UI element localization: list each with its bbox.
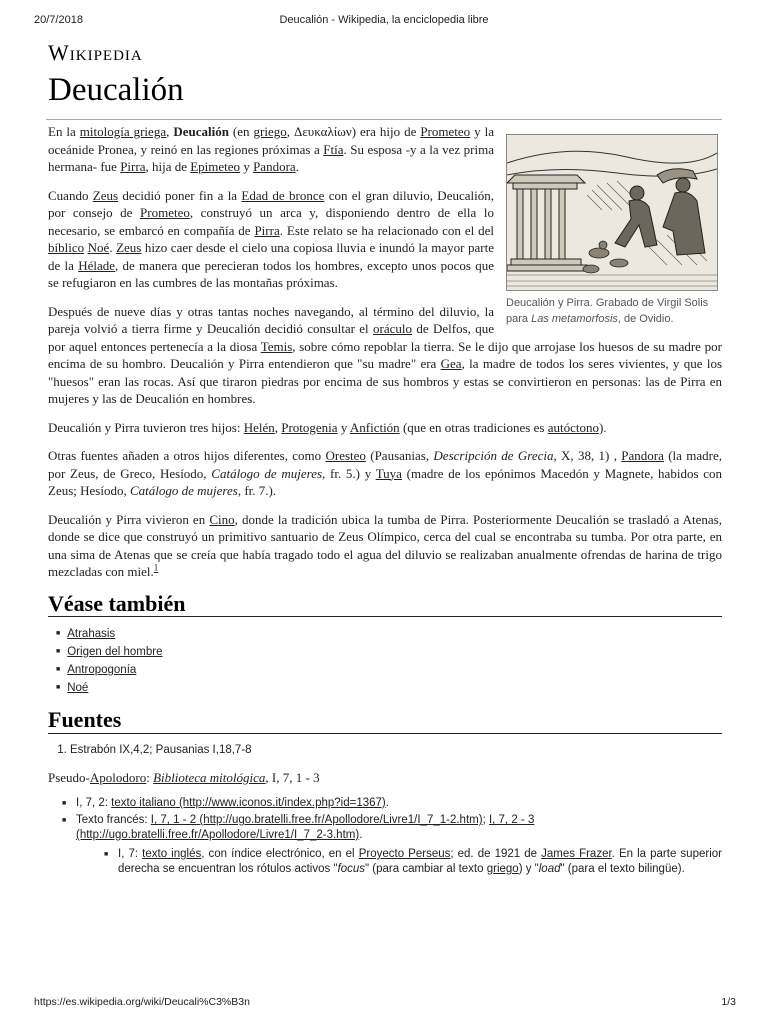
link-griego-2[interactable]: griego <box>486 863 519 875</box>
reference-link[interactable]: 1 <box>153 562 159 573</box>
link-texto-frances-1[interactable]: I, 7, 1 - 2 (http://ugo.bratelli.free.fr/Apollodore/Livre1/I_7_1-2.htm) <box>150 814 483 826</box>
link-oraculo[interactable]: oráculo <box>373 321 412 336</box>
link-texto-italiano[interactable]: texto italiano (http://www.iconos.it/index.php?id=1367) <box>111 797 386 809</box>
paragraph-otras-fuentes: Otras fuentes añaden a otros hijos diferentes, como Oresteo (Pausanias, Descripción de Grecia, X, 38, 1) , Pandora (la madre, por Zeus, de Greco, Hesíodo, Catálogo de mujeres, fr. 5.) y Tuya (madre de los epónimos Macedón y Magnete, habidos con Zeus; Hesíodo, Catálogo de mujeres, fr. 7.). <box>48 448 722 498</box>
heading-vease-tambien: Véase también <box>48 595 722 618</box>
link-tuya[interactable]: Tuya <box>375 465 402 481</box>
link-biblico[interactable]: bíblico <box>48 240 85 255</box>
link-antropogonia[interactable]: Antropogonía <box>67 664 137 676</box>
link-biblioteca-mitologica[interactable]: Biblioteca mitológica <box>153 769 266 785</box>
link-proyecto-perseus[interactable]: Proyecto Perseus <box>358 848 451 860</box>
link-prometeo-2[interactable]: Prometeo <box>140 205 190 220</box>
article-title: Deucalión <box>48 72 184 108</box>
list-item: ■ I, 7: texto inglés, con índice electrónico, en el Proyecto Perseus; ed. de 1921 de James Frazer. En la parte superior derecha se encuentran los rótulos activos "focus" (para cambiar al texto griego) y "load" (para el texto bilingüe). <box>104 847 722 877</box>
link-edad-de-bronce[interactable]: Edad de bronce <box>241 187 325 203</box>
link-helen[interactable]: Helén <box>243 419 275 435</box>
list-item <box>56 661 722 679</box>
link-anfiction[interactable]: Anfictión <box>349 419 400 435</box>
article-body <box>48 123 722 881</box>
paragraph-cino: Deucalión y Pirra vivieron en Cino, donde la tradición ubica la tumba de Pirra. Posteriormente Deucalión se trasladó a Atenas, donde se dice que construyó un primitivo santuario de Zeus Olímpico, cerca del cual se encontraba su tumba. Por otra parte, en una sima de Atenas que se creía que había tragado todo el agua del diluvio se realizaban anualmente ofrendas de harina de trigo mezcladas con miel.$^1$ <box>48 511 722 579</box>
title-divider <box>46 119 722 120</box>
link-protogenia[interactable]: Protogenia <box>281 419 338 435</box>
link-epimeteo[interactable]: Epimeteo <box>190 159 241 174</box>
references-list <box>48 742 722 759</box>
print-page-title: Deucalión - Wikipedia, la enciclopedia libre <box>279 14 489 26</box>
link-helade[interactable]: Hélade <box>78 257 115 273</box>
print-date: 20/7/2018 <box>34 14 83 26</box>
link-texto-ingles[interactable]: texto inglés <box>142 848 202 860</box>
link-ftia[interactable]: Ftía <box>323 141 344 157</box>
paragraph-diluvio: Cuando Zeus decidió poner fin a la Edad de bronce con el gran diluvio, Deucalión, por consejo de Prometeo, construyó un arca y, disponiendo dentro de ella lo necesario, se embarcó en compañía de Pirra. Este relato se ha relacionado con el del bíblico Noé. Zeus hizo caer desde el cielo una copiosa lluvia e inundó la mayor parte de la Hélade, de manera que perecieran todos los hombres, excepto unos pocos que se refugiaron en las cumbres de las montañas próximas. <box>48 187 495 290</box>
link-griego[interactable]: griego <box>253 124 287 139</box>
link-origen-del-hombre[interactable]: Origen del hombre <box>67 646 163 658</box>
figure-caption: Deucalión y Pirra. Grabado de Virgil Solis para Las metamorfosis, de Ovidio. <box>506 297 709 325</box>
link-autoctono[interactable]: autóctono <box>547 419 599 435</box>
heading-fuentes: Fuentes <box>48 711 722 734</box>
paragraph-hijos: Deucalión y Pirra tuvieron tres hijos: Helén, Protogenia y Anfictión (que en otras tradiciones es autóctono). <box>48 419 607 435</box>
link-noe[interactable]: Noé <box>87 240 110 255</box>
print-url: https://es.wikipedia.org/wiki/Deucali%C3%B3n <box>34 996 250 1008</box>
link-pirra[interactable]: Pirra <box>120 159 146 174</box>
link-texto-frances-2[interactable]: I, 7, 2 - 3 (http://ugo.bratelli.free.fr/Apollodore/Livre1/I_7_2-3.htm) <box>76 814 535 841</box>
list-item: ■ Texto francés: I, 7, 1 - 2 (http://ugo.bratelli.free.fr/Apollodore/Livre1/I_7_1-2.htm); I, 7, 2 - 3 (http://ugo.bratelli.free.fr/Apollodore/Livre1/I_7_2-3.htm). ■ I, 7: texto inglés, con índice electrónico, en el Proyecto Perseus; ed. de 1921 de James Frazer. En la parte superior derecha se encuentran los rótulos activos "focus" (para cambiar al texto griego) y "load" (para el texto bilingüe). <box>62 813 722 877</box>
see-also-list <box>56 625 722 697</box>
link-prometeo[interactable]: Prometeo <box>420 124 471 139</box>
engraving-illustration <box>507 135 717 290</box>
link-atrahasis[interactable]: Atrahasis <box>67 628 116 640</box>
pseudo-apolodoro-line: Pseudo-Apolodoro: Biblioteca mitológica, I, 7, 1 - 3 <box>48 769 320 785</box>
link-zeus[interactable]: Zeus <box>92 187 119 203</box>
link-apolodoro[interactable]: Apolodoro <box>89 769 147 785</box>
reference-item: 1. Estrabón IX,4,2; Pausanias I,18,7-8 <box>70 742 722 759</box>
list-item <box>56 625 722 643</box>
link-gea[interactable]: Gea <box>440 356 462 371</box>
paragraph-repoblacion: Después de nueve días y otras tantas noches navegando, al término del diluvio, la pareja volvió a tierra firme y Deucalión decidió consultar el oráculo de Delfos, que por aquel entonces pertenecía a la diosa Temis, sobre cómo repoblar la tierra. Se le dijo que arrojase los huesos de su madre por encima de su hombro. Deucalión y Pirra entendieron que "su madre" era Gea, la madre de todos los seres vivientes, y que los "huesos" eran las rocas. Así que tiraron piedras por encima de sus hombros y estas se convirtieron en personas: las de Pirra en mujeres y las de Deucalión en hombres. <box>48 303 722 406</box>
link-mitologia-griega[interactable]: mitología griega <box>79 124 167 139</box>
list-item <box>56 679 722 697</box>
list-item <box>56 643 722 661</box>
link-cino[interactable]: Cino <box>209 511 235 527</box>
article-figure <box>506 134 722 327</box>
link-noe-2[interactable]: Noé <box>67 682 89 694</box>
nested-links-list <box>104 847 722 877</box>
wikipedia-logo[interactable]: Wikipedia <box>48 40 143 65</box>
paragraph-intro: En la mitología griega, Deucalión (en griego, Δευκαλίων) era hijo de Prometeo y la oceánide Pronea, y reinó en las regiones próximas a Ftía. Su esposa -y a la vez prima hermana- fue Pirra, hija de Epimeteo y Pandora. <box>48 124 495 174</box>
link-pandora[interactable]: Pandora <box>253 159 296 174</box>
link-pirra-2[interactable]: Pirra <box>254 222 280 238</box>
print-page-number: 1/3 <box>721 996 736 1008</box>
link-pandora-2[interactable]: Pandora <box>621 448 664 463</box>
list-item: ■ I, 7, 2: texto italiano (http://www.iconos.it/index.php?id=1367). <box>62 796 722 811</box>
link-james-frazer[interactable]: James Frazer <box>541 848 612 860</box>
engraving-image[interactable] <box>506 134 718 291</box>
link-zeus-2[interactable]: Zeus <box>116 240 142 255</box>
link-temis[interactable]: Temis <box>260 338 293 354</box>
link-oresteo[interactable]: Oresteo <box>325 448 366 463</box>
source-links-list <box>62 796 722 877</box>
